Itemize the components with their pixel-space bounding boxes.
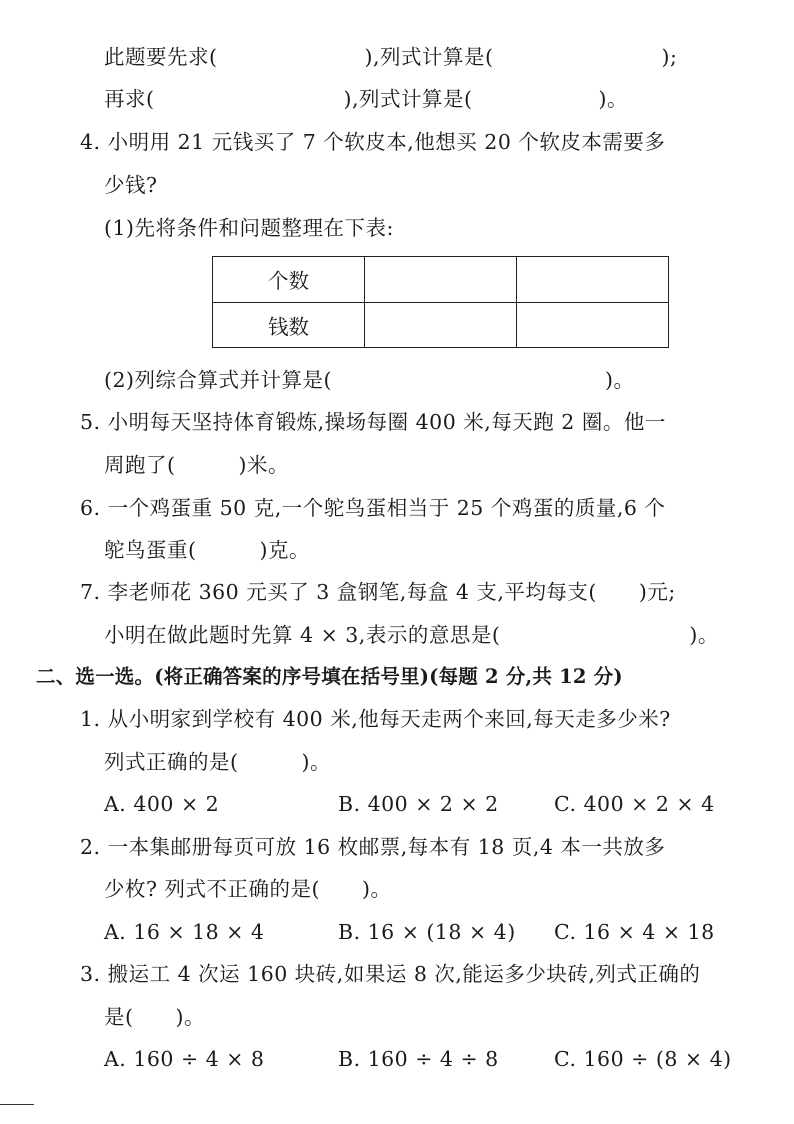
table-cell: 钱数 bbox=[213, 302, 365, 348]
section-heading: 二、选一选。(将正确答案的序号填在括号里)(每题 2 分,共 12 分) bbox=[36, 665, 623, 688]
mc-question-3: 3. 搬运工 4 次运 160 块砖,如果运 8 次,能运多少块砖,列式正确的 bbox=[80, 962, 701, 986]
option-a: A. 160 ÷ 4 × 8 bbox=[104, 1047, 265, 1071]
option-c: C. 160 ÷ (8 × 4) bbox=[554, 1047, 732, 1071]
question-4: 4. 小明用 21 元钱买了 7 个软皮本,他想买 20 个软皮本需要多 bbox=[80, 130, 666, 154]
option-a: A. 16 × 18 × 4 bbox=[104, 920, 265, 944]
option-b: B. 160 ÷ 4 ÷ 8 bbox=[338, 1047, 499, 1071]
text-line: 是( )。 bbox=[104, 1005, 205, 1029]
condition-table bbox=[212, 256, 669, 348]
text-line: 小明在做此题时先算 4 × 3,表示的意思是( )。 bbox=[104, 623, 719, 647]
option-b: B. 16 × (18 × 4) bbox=[338, 920, 516, 944]
text-line: 此题要先求( ),列式计算是( ); bbox=[104, 45, 678, 69]
question-7: 7. 李老师花 360 元买了 3 盒钢笔,每盒 4 支,平均每支( )元; bbox=[80, 580, 676, 604]
text-line: 鸵鸟蛋重( )克。 bbox=[104, 538, 310, 562]
table-cell: 个数 bbox=[213, 257, 365, 303]
question-5: 5. 小明每天坚持体育锻炼,操场每圈 400 米,每天跑 2 圈。他一 bbox=[80, 410, 666, 434]
text-line: 列式正确的是( )。 bbox=[104, 750, 331, 774]
table-cell[interactable] bbox=[517, 257, 669, 303]
table-cell[interactable] bbox=[365, 257, 517, 303]
text-line: 少钱? bbox=[104, 173, 158, 197]
table-cell[interactable] bbox=[365, 302, 517, 348]
table-row bbox=[213, 257, 669, 303]
option-b: B. 400 × 2 × 2 bbox=[338, 792, 499, 816]
table-cell[interactable] bbox=[517, 302, 669, 348]
text-line: (1)先将条件和问题整理在下表: bbox=[104, 216, 394, 240]
text-line: 周跑了( )米。 bbox=[104, 453, 289, 477]
table-row bbox=[213, 302, 669, 348]
text-line: (2)列综合算式并计算是( )。 bbox=[104, 368, 635, 392]
question-6: 6. 一个鸡蛋重 50 克,一个鸵鸟蛋相当于 25 个鸡蛋的质量,6 个 bbox=[80, 496, 666, 520]
mc-question-1: 1. 从小明家到学校有 400 米,他每天走两个来回,每天走多少米? bbox=[80, 707, 671, 731]
mc-question-2: 2. 一本集邮册每页可放 16 枚邮票,每本有 18 页,4 本一共放多 bbox=[80, 835, 666, 859]
option-c: C. 16 × 4 × 18 bbox=[554, 920, 715, 944]
option-c: C. 400 × 2 × 4 bbox=[554, 792, 715, 816]
footer-rule bbox=[0, 1104, 34, 1105]
text-line: 再求( ),列式计算是( )。 bbox=[104, 87, 629, 111]
option-a: A. 400 × 2 bbox=[104, 792, 220, 816]
text-line: 少枚? 列式不正确的是( )。 bbox=[104, 877, 392, 901]
